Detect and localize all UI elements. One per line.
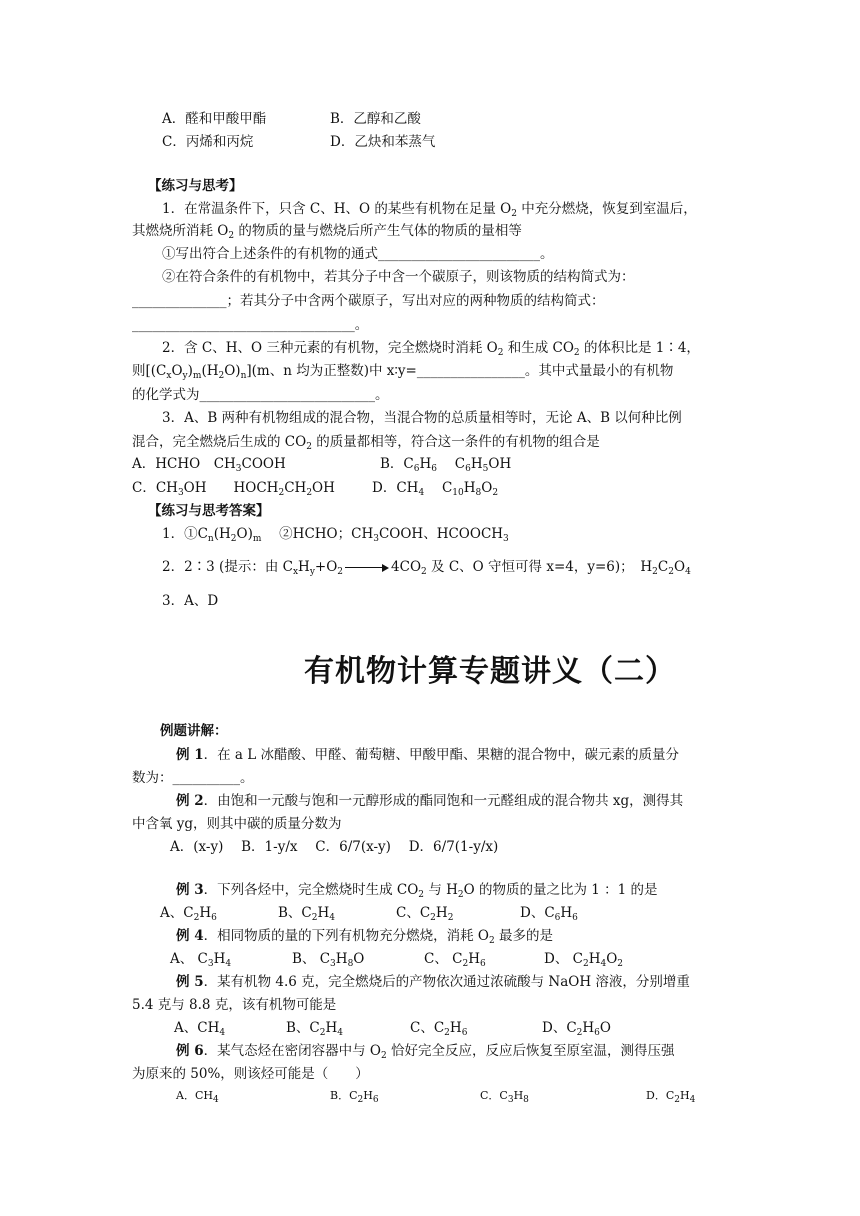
q1-line2: 其燃烧所消耗 $O_2$ 的物质的量与燃烧后所产生气体的物质的量相等 [132,223,522,241]
example-6-line2: 为原来的 50%，则该烃可能是（ ） [132,1066,369,1082]
example-3-option-c: C、$C_2H_2$ [396,905,454,923]
q3-line1: 3．A、B 两种有机物组成的混合物，当混合物的总质量相等时，无论 A、B 以何种比例 [162,410,682,426]
q1-line5: ______________；若其分子中含两个碳原子，写出对应的两种物质的结构简式： [132,293,605,309]
option-c: C．丙烯和丙烷 [162,134,254,150]
example-5-line2: 5.4 克与 8.8 克，该有机物可能是 [132,997,337,1013]
example-3-option-a: A、$C_2H_6$ [160,905,217,923]
example-4-option-b: B、 $C_3H_8O$ [292,951,365,969]
example-5-option-a: A、$CH_4$ [174,1020,226,1038]
example-3-option-b: B、$C_2H_4$ [278,905,335,923]
example-5-option-c: C、$C_2H_6$ [410,1020,468,1038]
example-4-option-c: C、 $C_2H_6$ [424,951,486,969]
option-d: D．乙炔和苯蒸气 [330,134,436,150]
q1-line3: ①写出符合上述条件的有机物的通式________________________。 [162,246,554,262]
option-b: B．乙醇和乙酸 [330,111,421,127]
example-6-option-b: B．$C_2H_6$ [330,1089,379,1105]
examples-heading: 例题讲解： [160,723,228,739]
q3-option-b: B．$C_6H_6$ $C_6H_5OH$ [380,456,512,474]
q3-option-c: C．$CH_3OH$ $HOCH_2CH_2OH$ [132,480,335,498]
example-3-option-d: D、$C_6H_6$ [520,905,578,923]
q2-line3: 的化学式为__________________________。 [132,387,389,403]
example-2-options: A．(x-y) B．1-y/x C．6/7(x-y) D．6/7(1-y/x) [170,839,499,855]
example-6-option-a: A．$CH_4$ [176,1089,219,1105]
example-2-line2: 中含氧 yg，则其中碳的质量分数为 [132,816,342,832]
example-6-option-d: D．$C_2H_4$ [646,1089,696,1105]
example-5-line1: 例 5．某有机物 4.6 克，完全燃烧后的产物依次通过浓硫酸与 NaOH 溶液，分别增重 [176,974,690,990]
q1-line6: _________________________________。 [132,317,369,333]
answer-2: 2．2∶3 (提示：由 $C_xH_y+O_2$ $4CO_2$ 及 C、O 守恒可得 x=4，y=6)； $H_2C_2O_4$ [162,559,691,577]
example-6-option-c: C．$C_3H_8$ [480,1089,529,1105]
example-4-line1: 例 4．相同物质的量的下列有机物充分燃烧，消耗 $O_2$ 最多的是 [176,928,553,946]
example-4-option-d: D、 $C_2H_4O_2$ [544,951,624,969]
q2-line1: 2．含 C、H、O 三种元素的有机物，完全燃烧时消耗 $O_2$ 和生成 $CO_2$ 的体积比是 1∶4， [162,340,700,358]
answer-3: 3．A、D [162,593,219,609]
example-4-option-a: A、 $C_3H_4$ [170,951,232,969]
answers-heading: 【练习与思考答案】 [148,503,270,519]
example-3-line1: 例 3．下列各烃中，完全燃烧时生成 $CO_2$ 与 $H_2O$ 的物质的量之比为 1 ：1 的是 [176,882,658,900]
q1-line1: 1．在常温条件下，只含 C、H、O 的某些有机物在足量 $O_2$ 中充分燃烧，恢复到室温后， [162,201,697,219]
section-title: 有机物计算专题讲义（二） [304,654,676,689]
q3-line2: 混合，完全燃烧后生成的 $CO_2$ 的质量都相等，符合这一条件的有机物的组合是 [132,434,600,452]
example-1-line1: 例 1．在 a L 冰醋酸、甲醛、葡萄糖、甲酸甲酯、果糖的混合物中，碳元素的质量分 [176,747,679,763]
practice-heading: 【练习与思考】 [148,178,243,194]
reaction-arrow-icon [345,564,389,572]
answer-1: 1．$①C_n(H_2O)_m$ ②HCHO；$CH_3COOH$、$HCOOCH_3$ [162,526,509,544]
example-5-option-b: B、$C_2H_4$ [286,1020,343,1038]
example-6-line1: 例 6．某气态烃在密闭容器中与 $O_2$ 恰好完全反应，反应后恢复至原室温，测得压强 [176,1043,675,1061]
q3-option-d: D．$CH_4$ $C_{10}H_8O_2$ [372,480,499,498]
example-5-option-d: D、$C_2H_6O$ [542,1020,611,1038]
option-a: A．醛和甲酸甲酯 [162,111,267,127]
q2-line2: 则$[(C_xO_y)_m(H_2O)_n](m$、n 均为正整数)中 x∶y=________________。其中式量最小的有机物 [132,363,674,381]
q3-option-a: A．HCHO $CH_3COOH$ [132,456,286,474]
q1-line4: ②在符合条件的有机物中，若其分子中含一个碳原子，则该物质的结构简式为： [162,269,635,285]
example-2-line1: 例 2．由饱和一元酸与饱和一元醇形成的酯同饱和一元醛组成的混合物共 xg，测得其 [176,793,684,809]
example-1-line2: 数为：__________。 [132,770,254,786]
